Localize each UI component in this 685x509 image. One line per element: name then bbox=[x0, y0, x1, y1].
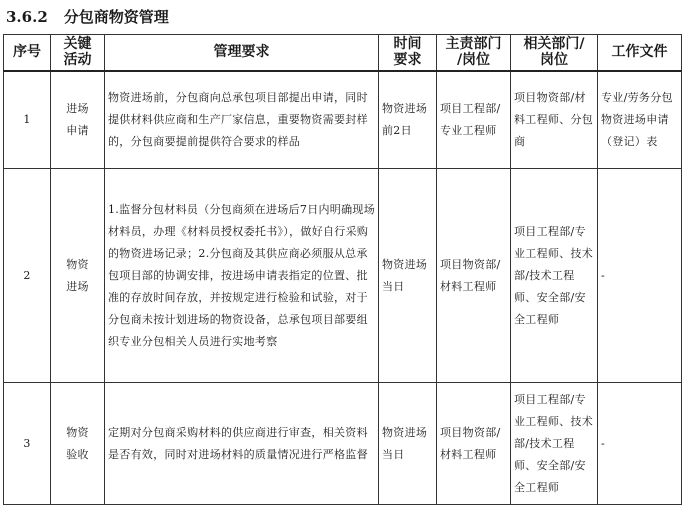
management-table bbox=[3, 34, 682, 505]
header-time: 时间 要求 bbox=[379, 35, 437, 71]
row-index: 1 bbox=[4, 71, 51, 169]
row-docs: - bbox=[598, 169, 682, 383]
header-activity: 关键 活动 bbox=[51, 35, 105, 71]
row-time: 物资进场当日 bbox=[379, 383, 437, 505]
row-activity: 物资 进场 bbox=[51, 169, 105, 383]
section-title: 分包商物资管理 bbox=[63, 8, 169, 26]
section-number: 3.6.2 bbox=[6, 8, 48, 26]
row-index: 3 bbox=[4, 383, 51, 505]
row-time: 物资进场前2日 bbox=[379, 71, 437, 169]
row-requirement: 1.监督分包材料员（分包商须在进场后7日内明确现场材料员，办理《材料员授权委托书》），做好自行采购的物资进场记录；2.分包商及其供应商必须服从总承包项目部的协调安排，按进场申请表指定的位置、批准的存放时间存放，并按规定进行检验和试验，对于分包商未按计划进场的物资设备，总承包项目部要组织专业分包相关人员进行实地考察 bbox=[105, 169, 379, 383]
header-related-dept: 相关部门/ 岗位 bbox=[511, 35, 598, 71]
row-docs: 专业/劳务分包物资进场申请（登记）表 bbox=[598, 71, 682, 169]
row-related-dept: 项目工程部/专业工程师、技术部/技术工程师、安全部/安全工程师 bbox=[511, 383, 598, 505]
row-activity: 物资 验收 bbox=[51, 383, 105, 505]
row-time: 物资进场当日 bbox=[379, 169, 437, 383]
header-lead-dept: 主责部门 /岗位 bbox=[437, 35, 511, 71]
row-related-dept: 项目物资部/材料工程师、分包商 bbox=[511, 71, 598, 169]
header-docs: 工作文件 bbox=[598, 35, 682, 71]
table-row bbox=[4, 383, 682, 505]
row-lead-dept: 项目物资部/材料工程师 bbox=[437, 169, 511, 383]
table-row bbox=[4, 71, 682, 169]
row-activity: 进场 申请 bbox=[51, 71, 105, 169]
section-heading bbox=[6, 4, 169, 30]
row-requirement: 定期对分包商采购材料的供应商进行审查，相关资料是否有效，同时对进场材料的质量情况进行严格监督 bbox=[105, 383, 379, 505]
row-docs: - bbox=[598, 383, 682, 505]
row-related-dept: 项目工程部/专业工程师、技术部/技术工程师、安全部/安全工程师 bbox=[511, 169, 598, 383]
header-index: 序号 bbox=[4, 35, 51, 71]
header-requirement: 管理要求 bbox=[105, 35, 379, 71]
row-requirement: 物资进场前，分包商向总承包项目部提出申请，同时提供材料供应商和生产厂家信息，重要物资需要封样的，分包商要提前提供符合要求的样品 bbox=[105, 71, 379, 169]
table-header-row bbox=[4, 35, 682, 71]
row-lead-dept: 项目物资部/材料工程师 bbox=[437, 383, 511, 505]
table-row bbox=[4, 169, 682, 383]
row-index: 2 bbox=[4, 169, 51, 383]
row-lead-dept: 项目工程部/专业工程师 bbox=[437, 71, 511, 169]
